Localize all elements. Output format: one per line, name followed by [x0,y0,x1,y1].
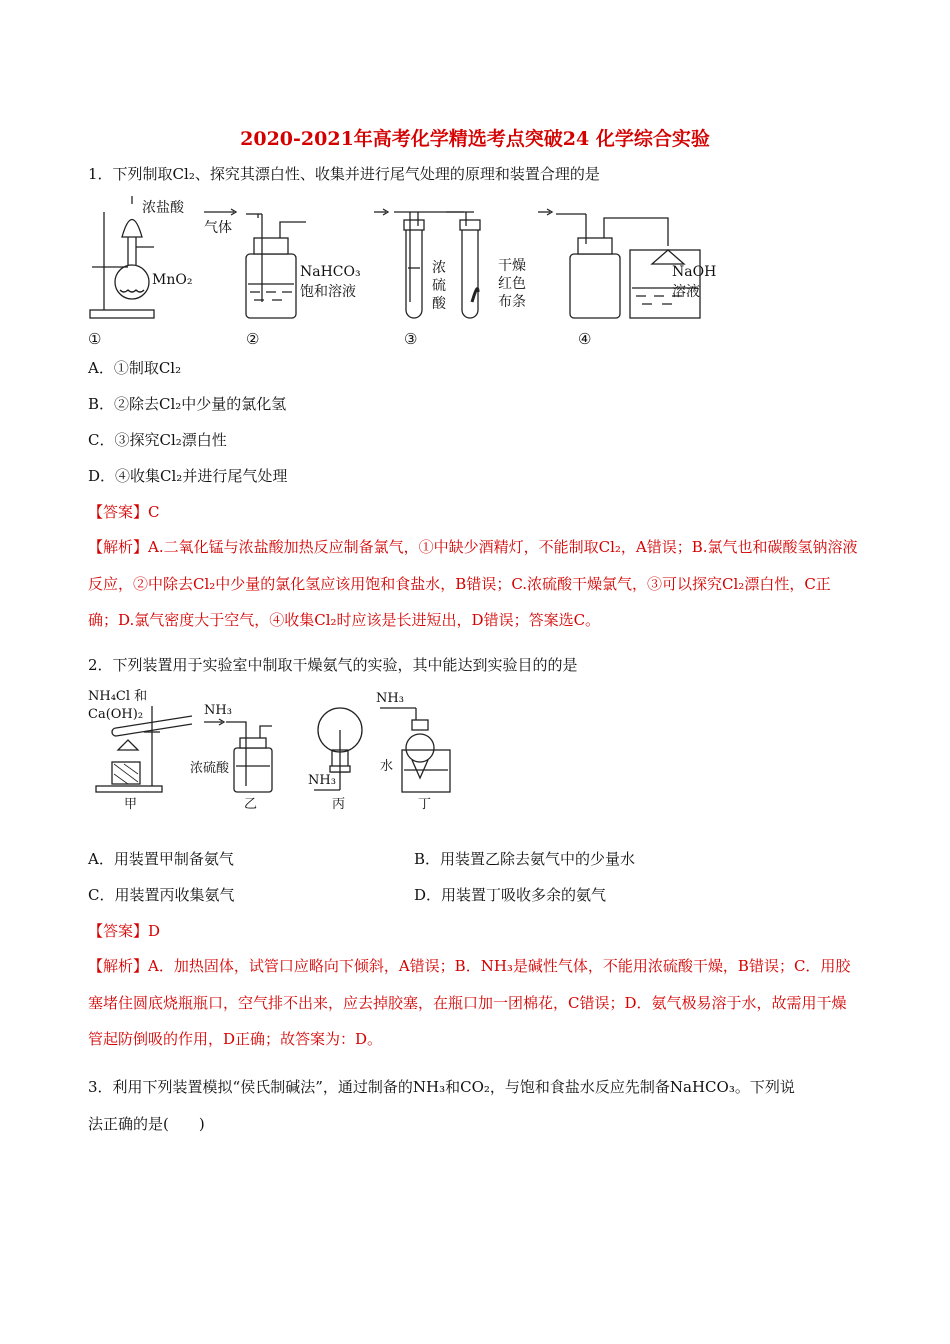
q1-label-cloth-3: 布条 [498,294,526,310]
q2-apparatus-ding [380,708,450,792]
q1-num-4: ④ [578,330,592,348]
q1-answer-label: 【答案】 [88,503,149,521]
q2-name-jia: 甲 [124,797,138,812]
q3-stem-line-2: 法正确的是( ) [88,1115,205,1133]
q2-answer-value: D [148,922,161,940]
page-title: 2020-2021年高考化学精选考点突破24 化学综合实验 [240,128,710,150]
q1-label-solution: 溶液 [672,284,700,300]
q1-label-nahco3: NaHCO₃ [300,264,361,280]
q1-option-c: C．③探究Cl₂漂白性 [88,431,227,449]
q1-apparatus-figure [86,192,717,348]
q3-stem-line-1: 3．利用下列装置模拟“侯氏制碱法”，通过制备的NH₃和CO₂，与饱和食盐水反应先制备NaHCO₃。下列说 [88,1078,795,1096]
q1-label-naoh: NaOH [672,264,717,280]
q1-label-h2so4-2: 硫 [432,278,446,294]
q2-name-ding: 丁 [418,797,432,812]
q1-label-conc-hcl: 浓盐酸 [142,200,184,216]
q2-explanation [88,948,860,1058]
q1-num-3: ③ [404,330,418,348]
q1-label-saturated: 饱和溶液 [300,284,356,300]
q1-option-b: B．②除去Cl₂中少量的氯化氢 [88,395,287,413]
q1-option-a: A．①制取Cl₂ [88,359,182,377]
q2-option-a: A．用装置甲制备氨气 [88,850,234,868]
q1-apparatus-3 [374,209,480,318]
q1-label-gas: 气体 [204,220,232,236]
q2-apparatus-yi [204,719,272,792]
q2-option-d: D．用装置丁吸收多余的氨气 [414,886,607,904]
q2-label-water: 水 [380,759,394,774]
q1-num-2: ② [246,330,260,348]
q2-label-reagent-1: NH₄Cl 和 [88,689,148,704]
q2-answer-label: 【答案】 [88,922,149,940]
q2-answer [88,920,160,941]
q1-explanation [88,529,860,639]
q2-name-yi: 乙 [244,797,258,812]
q2-name-bing: 丙 [332,797,346,812]
q1-explanation-text: A.二氧化锰与浓盐酸加热反应制备氯气，①中缺少酒精灯，不能制取Cl₂，A错误；B.氯气也和碳酸氢钠溶液反应，②中除去Cl₂中少量的氯化氢应该用饱和食盐水，B错误；C.浓硫酸干燥氯气，③可以探究Cl₂漂白性，C正确；D.氯气密度大于空气，④收集Cl₂时应该是长进短出，D错误；答案选C。 [88,538,858,629]
q1-answer [88,501,160,522]
q1-num-1: ① [88,330,102,348]
q2-apparatus-figure [86,686,466,812]
q2-label-reagent-2: Ca(OH)₂ [88,707,144,722]
q1-stem: 1．下列制取Cl₂、探究其漂白性、收集并进行尾气处理的原理和装置合理的是 [88,165,600,183]
q2-stem: 2．下列装置用于实验室中制取干燥氨气的实验，其中能达到实验目的的是 [88,656,578,674]
q1-label-h2so4-1: 浓 [432,260,446,276]
q1-answer-value: C [148,503,160,521]
q2-label-nh3-ding: NH₃ [376,691,404,706]
q1-label-mno2: MnO₂ [152,272,193,288]
q2-option-b: B．用装置乙除去氨气中的少量水 [414,850,636,868]
q1-label-cloth-2: 红色 [498,276,526,292]
q1-label-h2so4-3: 酸 [432,296,446,312]
q1-explanation-label: 【解析】 [88,538,149,556]
q2-option-c: C．用装置丙收集氨气 [88,886,235,904]
q1-option-d: D．④收集Cl₂并进行尾气处理 [88,467,288,485]
q2-explanation-text: A．加热固体，试管口应略向下倾斜，A错误；B．NH₃是碱性气体，不能用浓硫酸干燥，B错误；C．用胶塞堵住圆底烧瓶瓶口，空气排不出来，应去掉胶塞，在瓶口加一团棉花，C错误；D．氨气极易溶于水，故需用干燥管起防倒吸的作用，D正确；故答案为：D。 [88,957,851,1048]
q1-label-cloth-1: 干燥 [498,258,526,274]
q2-label-nh3-bing: NH₃ [308,773,336,788]
q2-explanation-label: 【解析】 [88,957,149,975]
q2-label-conc-h2so4: 浓硫酸 [190,761,230,776]
q2-label-nh3-yi: NH₃ [204,703,232,718]
